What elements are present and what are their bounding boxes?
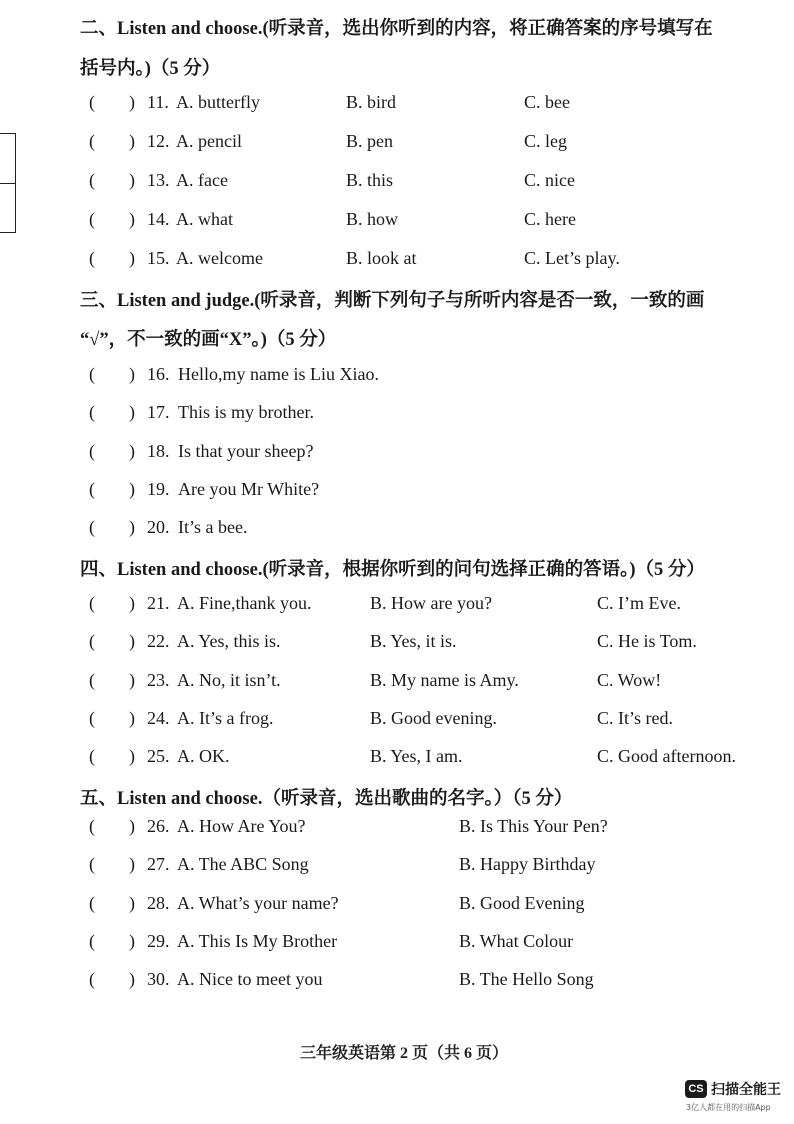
question-number: 20. — [147, 517, 170, 537]
question-number: 27. — [147, 854, 170, 874]
question-row — [0, 969, 794, 993]
answer-bracket-close: ) — [129, 854, 135, 874]
question-row — [0, 517, 794, 541]
question-row — [0, 402, 794, 426]
option-b: B. Good evening. — [370, 708, 497, 728]
option-a: A. what — [176, 209, 233, 229]
question-number: 21. — [147, 593, 170, 613]
option-b: B. Good Evening — [459, 893, 585, 913]
option-a: A. OK. — [177, 746, 230, 766]
question-row — [0, 593, 794, 617]
option-b: B. Yes, I am. — [370, 746, 463, 766]
answer-bracket-open[interactable]: ( — [89, 131, 95, 151]
option-a: A. It’s a frog. — [177, 708, 274, 728]
answer-bracket-open[interactable]: ( — [89, 593, 95, 613]
question-row — [0, 631, 794, 655]
answer-bracket-close: ) — [129, 517, 135, 537]
option-b: B. My name is Amy. — [370, 670, 519, 690]
answer-bracket-open[interactable]: ( — [89, 248, 95, 268]
option-b: B. look at — [346, 248, 417, 268]
answer-bracket-open[interactable]: ( — [89, 969, 95, 989]
answer-bracket-open[interactable]: ( — [89, 816, 95, 836]
option-b: B. how — [346, 209, 399, 229]
answer-bracket-open[interactable]: ( — [89, 170, 95, 190]
question-row — [0, 708, 794, 732]
answer-bracket-close: ) — [129, 816, 135, 836]
question-text: Are you Mr White? — [178, 479, 320, 499]
option-c: C. Good afternoon. — [597, 746, 736, 766]
answer-bracket-open[interactable]: ( — [89, 364, 95, 384]
answer-bracket-open[interactable]: ( — [89, 402, 95, 422]
answer-bracket-close: ) — [129, 631, 135, 651]
question-text: Is that your sheep? — [178, 441, 314, 461]
question-row — [0, 131, 794, 155]
option-a: A. No, it isn’t. — [177, 670, 281, 690]
question-row — [0, 479, 794, 503]
option-a: A. This Is My Brother — [177, 931, 338, 951]
answer-bracket-close: ) — [129, 209, 135, 229]
question-number: 26. — [147, 816, 170, 836]
page-footer: 三年级英语第 2 页（共 6 页） — [300, 1045, 509, 1062]
answer-bracket-close: ) — [129, 170, 135, 190]
question-number: 12. — [147, 131, 170, 151]
option-a: A. Fine,thank you. — [177, 593, 312, 613]
question-number: 16. — [147, 364, 170, 384]
answer-bracket-open[interactable]: ( — [89, 931, 95, 951]
answer-bracket-close: ) — [129, 931, 135, 951]
option-a: A. How Are You? — [177, 816, 306, 836]
answer-bracket-open[interactable]: ( — [89, 209, 95, 229]
answer-bracket-close: ) — [129, 92, 135, 112]
camscanner-logo-icon: CS — [685, 1080, 707, 1098]
answer-bracket-close: ) — [129, 969, 135, 989]
section-2-header: 二、Listen and choose.(听录音，选出你听到的内容，将正确答案的序号填写在 — [80, 19, 713, 39]
question-row — [0, 854, 794, 878]
scanner-app-tagline: 3亿人都在用的扫描App — [686, 1103, 771, 1112]
question-row — [0, 248, 794, 272]
answer-bracket-open[interactable]: ( — [89, 631, 95, 651]
option-b: B. How are you? — [370, 593, 492, 613]
option-a: A. pencil — [176, 131, 242, 151]
question-row — [0, 746, 794, 770]
question-number: 17. — [147, 402, 170, 422]
answer-bracket-close: ) — [129, 248, 135, 268]
question-text: This is my brother. — [178, 402, 314, 422]
option-c: C. Let’s play. — [524, 248, 620, 268]
option-c: C. I’m Eve. — [597, 593, 681, 613]
answer-bracket-close: ) — [129, 670, 135, 690]
question-text: Hello,my name is Liu Xiao. — [178, 364, 379, 384]
answer-bracket-open[interactable]: ( — [89, 517, 95, 537]
option-b: B. Is This Your Pen? — [459, 816, 608, 836]
question-row — [0, 931, 794, 955]
option-a: A. The ABC Song — [177, 854, 309, 874]
question-number: 25. — [147, 746, 170, 766]
question-number: 28. — [147, 893, 170, 913]
question-number: 14. — [147, 209, 170, 229]
answer-bracket-close: ) — [129, 893, 135, 913]
option-a: A. What’s your name? — [177, 893, 339, 913]
scanner-app-name: 扫描全能王 — [711, 1082, 781, 1098]
option-b: B. What Colour — [459, 931, 574, 951]
question-number: 18. — [147, 441, 170, 461]
question-text: It’s a bee. — [178, 517, 248, 537]
answer-bracket-open[interactable]: ( — [89, 746, 95, 766]
question-row — [0, 92, 794, 116]
question-number: 13. — [147, 170, 170, 190]
option-a: A. butterfly — [176, 92, 260, 112]
answer-bracket-open[interactable]: ( — [89, 441, 95, 461]
option-c: C. It’s red. — [597, 708, 673, 728]
section-4-header: 四、Listen and choose.(听录音，根据你听到的问句选择正确的答语。)（5 分） — [80, 560, 705, 580]
answer-bracket-open[interactable]: ( — [89, 854, 95, 874]
answer-bracket-close: ) — [129, 402, 135, 422]
answer-bracket-close: ) — [129, 593, 135, 613]
question-row — [0, 816, 794, 840]
answer-bracket-close: ) — [129, 708, 135, 728]
question-number: 11. — [147, 92, 169, 112]
answer-bracket-open[interactable]: ( — [89, 893, 95, 913]
option-b: B. bird — [346, 92, 397, 112]
option-b: B. pen — [346, 131, 393, 151]
question-row — [0, 364, 794, 388]
answer-bracket-close: ) — [129, 441, 135, 461]
option-a: A. face — [176, 170, 228, 190]
question-number: 29. — [147, 931, 170, 951]
option-c: C. He is Tom. — [597, 631, 697, 651]
question-number: 22. — [147, 631, 170, 651]
question-row — [0, 209, 794, 233]
section-3-header: 三、Listen and judge.(听录音，判断下列句子与所听内容是否一致，一致的画 — [80, 291, 705, 311]
answer-bracket-open[interactable]: ( — [89, 708, 95, 728]
question-row — [0, 441, 794, 465]
answer-bracket-close: ) — [129, 746, 135, 766]
answer-bracket-open[interactable]: ( — [89, 479, 95, 499]
section-5-header: 五、Listen and choose.（听录音，选出歌曲的名字。）（5 分） — [80, 789, 573, 809]
question-row — [0, 893, 794, 917]
section-3-header: “√”，不一致的画“X”。)（5 分） — [80, 330, 337, 350]
answer-bracket-close: ) — [129, 364, 135, 384]
option-a: A. Yes, this is. — [177, 631, 281, 651]
option-c: C. nice — [524, 170, 575, 190]
answer-bracket-close: ) — [129, 479, 135, 499]
question-number: 19. — [147, 479, 170, 499]
question-number: 24. — [147, 708, 170, 728]
question-row — [0, 170, 794, 194]
option-b: B. this — [346, 170, 394, 190]
option-b: B. Yes, it is. — [370, 631, 457, 651]
option-b: B. The Hello Song — [459, 969, 594, 989]
option-b: B. Happy Birthday — [459, 854, 596, 874]
answer-bracket-open[interactable]: ( — [89, 670, 95, 690]
section-2-header: 括号内。)（5 分） — [80, 59, 221, 79]
option-c: C. leg — [524, 131, 567, 151]
option-a: A. welcome — [176, 248, 263, 268]
question-number: 23. — [147, 670, 170, 690]
option-c: C. here — [524, 209, 576, 229]
answer-bracket-close: ) — [129, 131, 135, 151]
option-c: C. Wow! — [597, 670, 662, 690]
option-c: C. bee — [524, 92, 570, 112]
question-number: 30. — [147, 969, 170, 989]
question-number: 15. — [147, 248, 170, 268]
answer-bracket-open[interactable]: ( — [89, 92, 95, 112]
option-a: A. Nice to meet you — [177, 969, 323, 989]
question-row — [0, 670, 794, 694]
